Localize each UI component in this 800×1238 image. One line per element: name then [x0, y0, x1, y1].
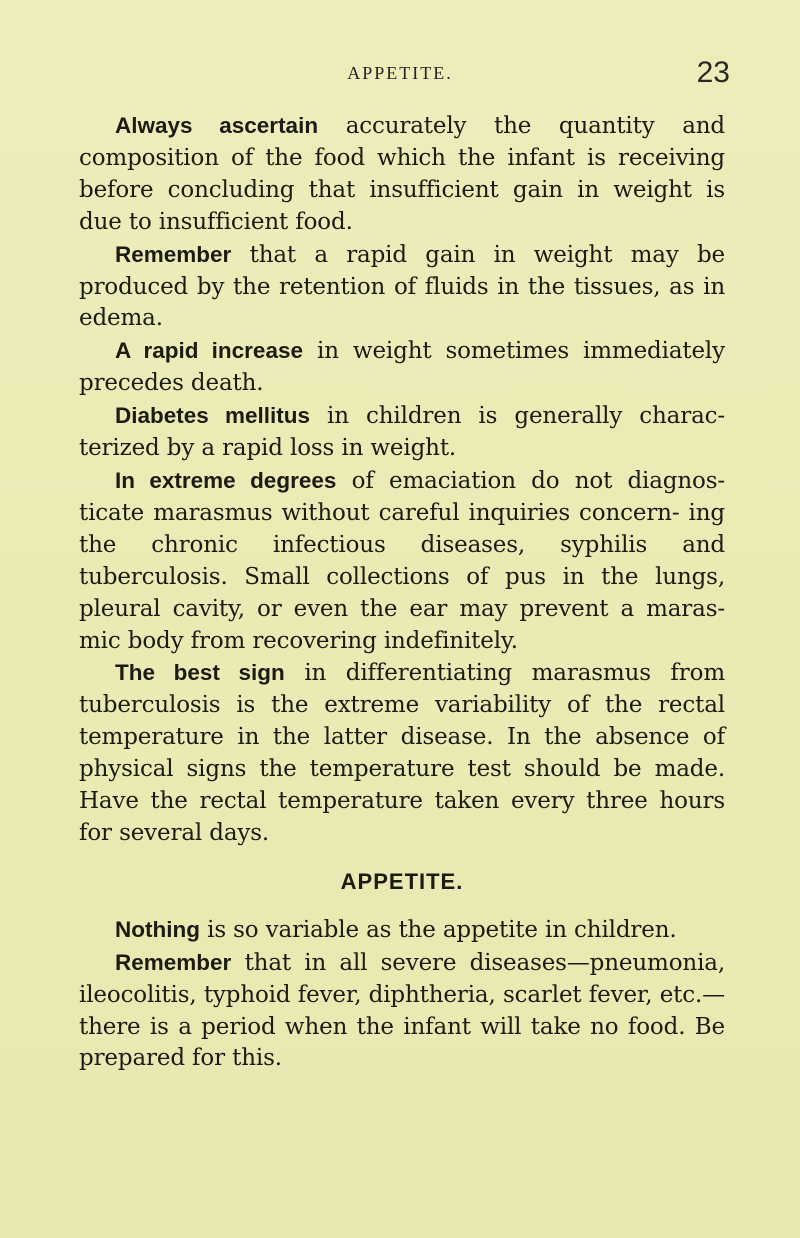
page-number: 23 — [696, 56, 730, 89]
paragraph-lead: In extreme degrees — [115, 467, 337, 493]
paragraph-lead: Remember — [115, 949, 232, 975]
running-title: APPETITE. — [347, 63, 453, 83]
paragraph-text: in children is generally charac- terized by a rapid loss in weight. — [79, 403, 725, 462]
section-heading: APPETITE. — [340, 868, 464, 894]
paragraph-lead: A rapid increase — [115, 338, 303, 364]
paragraph-lead: The best sign — [115, 660, 285, 686]
running-head — [70, 56, 730, 92]
paragraph — [79, 914, 725, 947]
paragraph-lead: Nothing — [115, 916, 200, 942]
paragraph-text: accurately the quantity and composition of the food which the infant is receiving before concluding that insufficient gain in weight is due to insufficient food. — [79, 113, 725, 235]
paragraph-text: in differentiating marasmus from tuberculosis is the extreme variability of the rectal temperature in the latter disease. In the absence of physical signs the temperature test should be made. Have the rectal temperature taken every three hours for several days. — [79, 660, 725, 846]
paragraph — [79, 400, 725, 465]
paragraph-text: that in all severe diseases—pneumonia, ileocolitis, typhoid fever, diphtheria, scarlet fever, etc.—there is a period when the infant will take no food. Be prepared for this. — [79, 949, 725, 1072]
paragraph — [79, 335, 725, 400]
paragraph — [79, 110, 725, 239]
paragraph — [79, 657, 725, 849]
paragraph-lead: Diabetes mellitus — [115, 403, 310, 429]
paragraph-text: of emaciation do not diagnos- ticate marasmus without careful inquiries concern- ing the chronic infectious diseases, syphilis and tuberculosis. Small collections of pus in the lungs, pleural cavity, or even the ear may prevent a maras- mic body from recovering indefinitely. — [79, 467, 726, 654]
paragraph — [79, 239, 725, 336]
paragraph-lead: Always ascertain — [115, 113, 319, 138]
paragraph-text: is so variable as the appetite in children. — [199, 916, 677, 943]
paragraph — [79, 947, 725, 1076]
paragraph — [79, 465, 725, 657]
body-text — [79, 110, 725, 1075]
paragraph-lead: Remember — [115, 241, 232, 267]
paragraph-text: in weight sometimes immediately precedes death. — [79, 338, 725, 397]
paragraph-text: that a rapid gain in weight may be produced by the retention of fluids in the tissues, as in edema. — [79, 241, 725, 332]
